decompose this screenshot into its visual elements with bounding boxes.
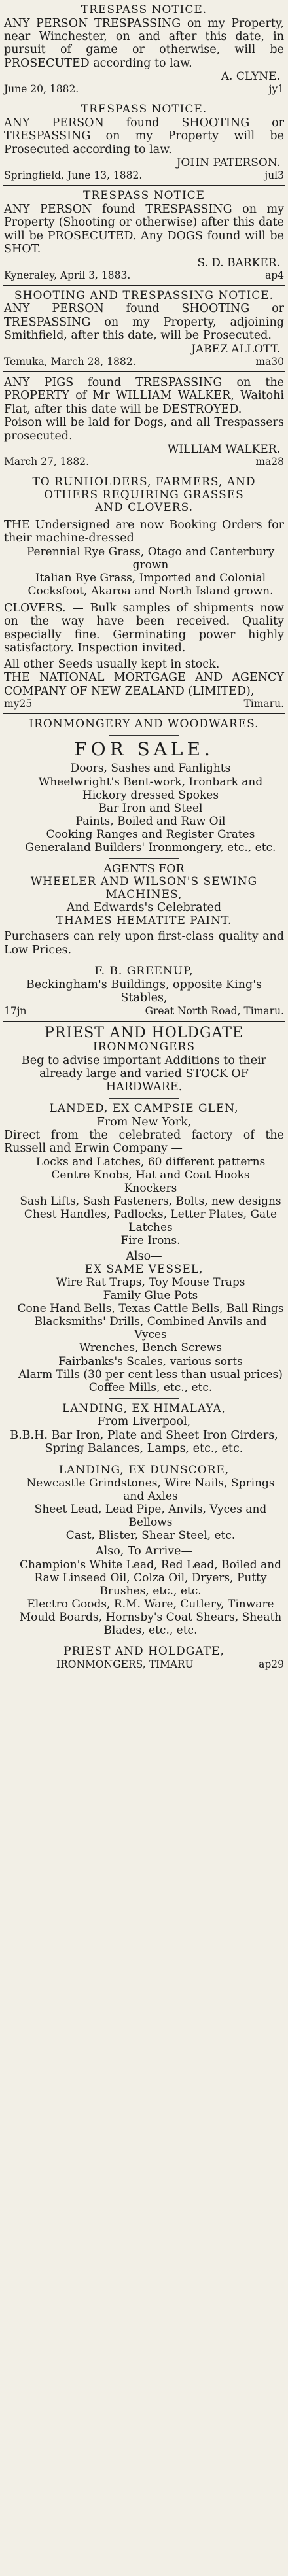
list-item: Mould Boards, Hornsby's Coat Shears, Sheath Blades, etc., etc.: [19, 1611, 282, 1638]
ad-code: ma28: [255, 456, 284, 468]
list-item: Fire Irons.: [120, 1234, 181, 1248]
ad-signature: JOHN PATERSON.: [176, 156, 280, 170]
list-item: Cooking Ranges and Register Grates: [46, 827, 255, 841]
list-item: Electro Goods, R.M. Ware, Cutlery, Tinware: [27, 1598, 274, 1611]
ad-place: Timaru.: [243, 698, 284, 710]
clyne-trespass-notice: [0, 1, 288, 97]
ad-heading-line-1: TO RUNHOLDERS, FARMERS, AND: [32, 475, 256, 489]
campsie-list: [4, 1156, 284, 1247]
ad-heading: TRESPASS NOTICE: [82, 189, 206, 203]
ad-dateline: [4, 83, 284, 95]
ad-dateline: [4, 169, 284, 181]
direct-factory: Direct from the celebrated factory of the Russell and Erwin Company —: [4, 1128, 284, 1156]
ad-dateline: [4, 356, 284, 368]
ad-code: ap4: [264, 269, 284, 281]
ad-dateline: [4, 1658, 284, 1670]
allott-shooting-notice: [0, 287, 288, 370]
list-item: Blacksmiths' Drills, Combined Anvils and Vyces: [34, 1315, 267, 1342]
list-item: Centre Knobs, Hat and Coat Hooks: [51, 1168, 250, 1182]
list-item: Champion's White Lead, Red Lead, Boiled and Raw Linseed Oil, Colza Oil, Dryers, Putty Brushes, etc., etc.: [19, 1558, 282, 1598]
ad-heading: SHOOTING AND TRESPASSING NOTICE.: [14, 288, 274, 302]
ad-dateline: [4, 698, 284, 710]
footer-name: PRIEST AND HOLDGATE,: [63, 1645, 225, 1658]
ad-heading: TRESPASS NOTICE.: [81, 103, 207, 116]
short-rule: [109, 735, 179, 736]
walker-pigs-notice: [0, 373, 288, 470]
grass-list: [4, 545, 284, 598]
list-item: Wire Rat Traps, Toy Mouse Traps: [56, 1276, 245, 1290]
list-item: Family Glue Pots: [103, 1289, 198, 1303]
agents-label: AGENTS FOR: [103, 862, 185, 876]
himalaya-text: B.B.H. Bar Iron, Plate and Sheet Iron Girders, Spring Balances, Lamps, etc., etc.: [10, 1428, 278, 1456]
list-item: Bar Iron and Steel: [98, 801, 203, 815]
thames-paint: THAMES HEMATITE PAINT.: [56, 914, 232, 927]
divider: [3, 371, 285, 372]
ad-date: Springfield, June 13, 1882.: [4, 169, 143, 182]
ad-code: 17jn: [4, 1005, 27, 1017]
ad-signature: A. CLYNE.: [221, 70, 280, 84]
agents-for: WHEELER AND WILSON'S SEWING MACHINES,: [30, 875, 258, 901]
list-item: Sash Lifts, Sash Fasteners, Bolts, new designs: [20, 1195, 281, 1209]
list-item: Locks and Latches, 60 different patterns: [35, 1155, 266, 1169]
same-vessel-heading: EX SAME VESSEL,: [84, 1262, 204, 1276]
list-item: Knockers: [124, 1182, 177, 1195]
divider: [3, 285, 285, 286]
list-item: Wheelwright's Bent-work, Ironbark and Hickory dressed Spokes: [38, 775, 263, 802]
landing-himalaya-heading: LANDING, EX HIMALAYA,: [62, 1401, 226, 1415]
list-item: Newcastle Grindstones, Wire Nails, Springs and Axles: [26, 1477, 275, 1503]
list-item: Chest Handles, Padlocks, Letter Plates, Gate Latches: [24, 1208, 278, 1235]
list-item: Fairbanks's Scales, various sorts: [58, 1354, 243, 1368]
nma-grasses-ad: [0, 473, 288, 712]
list-item: Alarm Tills (30 per cent less than usual prices): [18, 1367, 283, 1381]
other-seeds: All other Seeds usually kept in stock.: [4, 657, 220, 671]
merchant-address: Beckingham's Buildings, opposite King's Stables,: [26, 978, 262, 1005]
paterson-trespass-notice: [0, 101, 288, 184]
ad-intro: Beg to advise important Additions to their already large and varied STOCK OF HARDWARE.: [21, 1054, 267, 1094]
ad-signature: WILLIAM WALKER.: [167, 443, 280, 456]
divider: [3, 185, 285, 186]
ad-body: ANY PERSON found SHOOTING or TRESPASSING on my Property will be Prosecuted according to law.: [4, 116, 284, 156]
ad-body: ANY PERSON found TRESPASSING on my Property (Shooting or otherwise) after this date will be PROSECUTED. Any DOGS found will be SHOT.: [4, 202, 284, 256]
dunscore-list: [4, 1477, 284, 1542]
ad-signature: S. D. BARKER.: [197, 256, 280, 269]
ad-code: my25: [4, 698, 33, 710]
footer-address: IRONMONGERS, TIMARU: [56, 1658, 194, 1670]
list-item: Doors, Sashes and Fanlights: [70, 762, 231, 776]
same-vessel-list: [4, 1276, 284, 1394]
ad-date: June 20, 1882.: [4, 83, 79, 95]
merchant-name: F. B. GREENUP,: [94, 965, 194, 978]
barker-trespass-notice: [0, 187, 288, 283]
list-item: Cocksfoot, Akaroa and North Island grown.: [27, 584, 274, 598]
ad-body: ANY PERSON TRESPASSING on my Property, near Winchester, on and after this date, in pursuit of game or otherwise, will be PROSECUTED according to law.: [4, 16, 284, 70]
from-new-york: From New York,: [96, 1115, 192, 1129]
ad-code: ma30: [255, 355, 284, 368]
ad-date: Temuka, March 28, 1882.: [4, 355, 136, 368]
stock-list: [4, 762, 284, 853]
list-item: Perennial Rye Grass, Otago and Canterbury grown: [26, 545, 275, 572]
divider: [3, 1021, 285, 1022]
list-item: Paints, Boiled and Raw Oil: [75, 814, 226, 828]
ad-body-2: Poison will be laid for Dogs, and all Trespassers prosecuted.: [4, 416, 284, 443]
ad-code: jy1: [268, 83, 284, 95]
ad-dateline: [4, 1005, 284, 1017]
street-address: Great North Road, Timaru.: [145, 1005, 284, 1017]
ad-subheading: IRONMONGERS: [93, 1040, 195, 1054]
ad-heading: PRIEST AND HOLDGATE: [44, 1024, 244, 1041]
ad-heading: IRONMONGERY AND WOODWARES.: [29, 717, 259, 731]
and-text: And Edwards's Celebrated: [66, 901, 222, 915]
also-to-arrive: Also, To Arrive—: [96, 1545, 192, 1558]
ad-body: ANY PIGS found TRESPASSING on the PROPERTY of Mr WILLIAM WALKER, Waitohi Flat, after this date will be DESTROYED.: [4, 375, 284, 416]
list-item: Sheet Lead, Lead Pipe, Anvils, Vyces and Bellows: [34, 1503, 267, 1530]
list-item: Cone Hand Bells, Texas Cattle Bells, Ball Rings: [17, 1302, 284, 1316]
also-label: Also—: [126, 1250, 162, 1263]
short-rule: [109, 858, 179, 859]
ad-body: ANY PERSON found SHOOTING or TRESPASSING on my Property, adjoining Smithfield, after this date, will be Prosecuted.: [4, 302, 284, 343]
list-item: Coffee Mills, etc., etc.: [88, 1381, 213, 1394]
for-sale-heading: FOR SALE.: [74, 738, 214, 760]
greenup-ironmongery-ad: [0, 715, 288, 1020]
landed-campsie-heading: LANDED, EX CAMPSIE GLEN,: [49, 1101, 239, 1115]
from-liverpool: From Liverpool,: [97, 1415, 191, 1429]
ad-heading: TRESPASS NOTICE.: [81, 3, 207, 16]
short-rule: [109, 1098, 179, 1099]
list-item: Cast, Blister, Shear Steel, etc.: [65, 1529, 236, 1543]
list-item: Italian Rye Grass, Imported and Colonial: [35, 571, 266, 585]
clovers-paragraph: CLOVERS. — Bulk samples of shipments now on the way have been received. Quality especially fine. Germinating power highly satisfactory. Inspection invited.: [4, 601, 284, 655]
ad-code: ap29: [259, 1658, 284, 1670]
ad-heading-line-2: OTHERS REQUIRING GRASSES: [44, 488, 244, 502]
ad-date: March 27, 1882.: [4, 456, 90, 468]
priest-holdgate-ad: [0, 1023, 288, 1673]
company-name: THE NATIONAL MORTGAGE AND AGENCY COMPANY OF NEW ZEALAND (LIMITED),: [4, 671, 284, 698]
list-item: Wrenches, Bench Screws: [79, 1341, 222, 1355]
ad-intro: THE Undersigned are now Booking Orders for their machine-dressed: [4, 518, 284, 545]
divider: [3, 713, 285, 714]
ad-dateline: [4, 456, 284, 468]
ad-heading-line-3: AND CLOVERS.: [94, 501, 194, 515]
ad-signature: JABEZ ALLOTT.: [191, 342, 280, 356]
to-arrive-list: [4, 1558, 284, 1637]
list-item: Generaland Builders' Ironmongery, etc., etc.: [25, 840, 276, 854]
landing-dunscore-heading: LANDING, EX DUNSCORE,: [58, 1463, 230, 1477]
short-rule: [109, 1398, 179, 1399]
ad-date: Kyneraley, April 3, 1883.: [4, 269, 131, 281]
ad-code: jul3: [264, 169, 284, 182]
purchasers-text: Purchasers can rely upon first-class quality and Low Prices.: [4, 930, 284, 957]
ad-dateline: [4, 269, 284, 281]
